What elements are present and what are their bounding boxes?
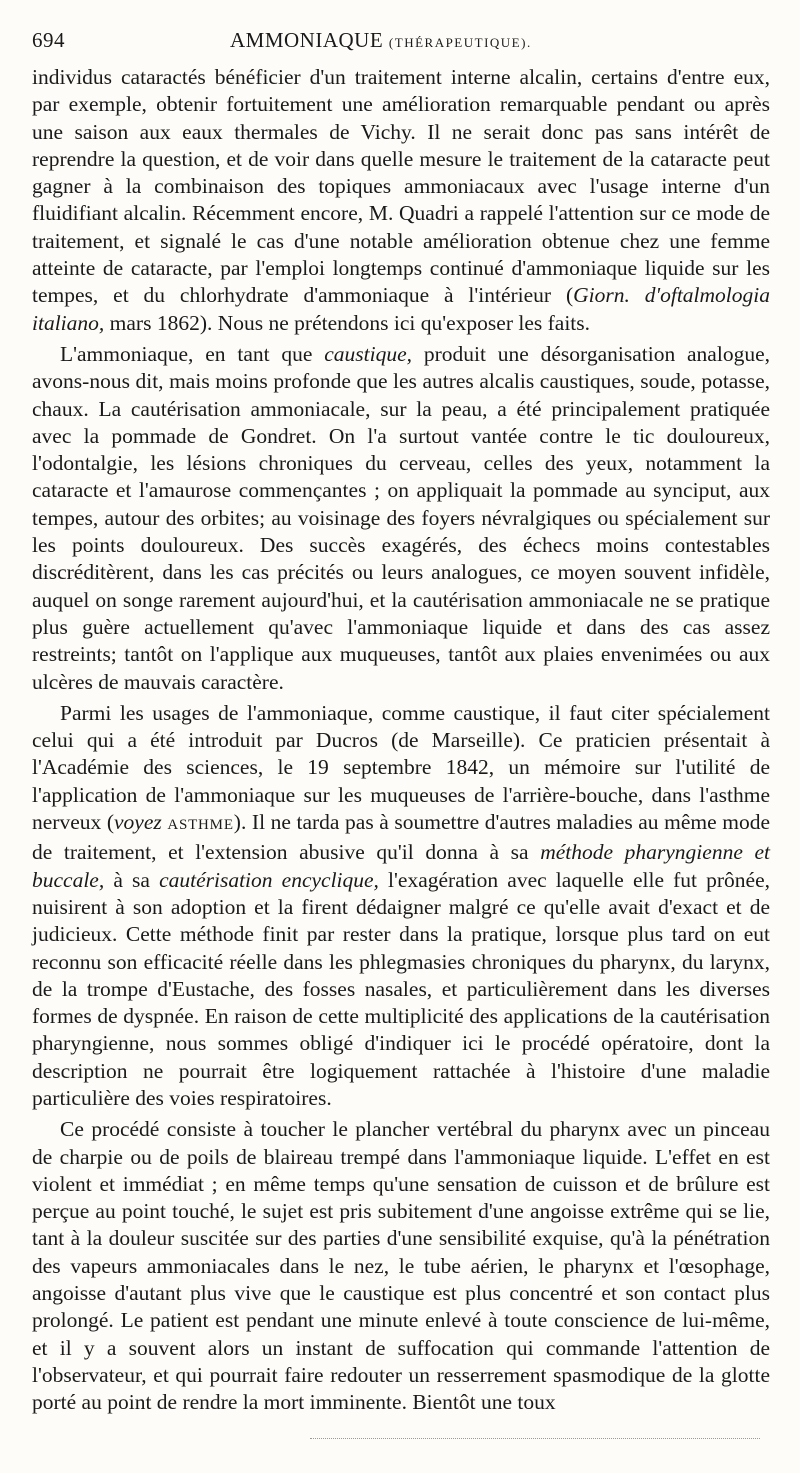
paragraph-3-text-3: à sa [104, 867, 160, 892]
page-number: 694 [32, 28, 65, 52]
paragraph-1 [32, 64, 770, 337]
term-cauterisation-encyclique: cautérisation encyclique, [159, 867, 379, 892]
paragraph-1-text-end: mars 1862). Nous ne prétendons ici qu'exposer les faits. [104, 310, 591, 335]
term-caustique: caustique, [324, 341, 413, 366]
cross-ref-asthme: ASTHME [167, 817, 234, 834]
body-text [32, 64, 770, 1417]
running-title-subtitle: (THÉRAPEUTIQUE). [388, 35, 532, 50]
running-title-main: AMMONIAQUE [230, 28, 384, 52]
paragraph-4 [32, 1116, 770, 1416]
cross-ref-voyez: voyez [113, 810, 162, 835]
paragraph-4-text: Ce procédé consiste à toucher le plancher vertébral du pharynx avec un pinceau de charpie ou de poils de blaireau trempé dans l'ammoniaque liquide. L'effet en est violent et immédiat ; en même temps qu'une sensation de cuisson et de brûlure est perçue au point touché, le sujet est pris subitement d'une angoisse extrême qui se lie, tant à la douleur suscitée sur des parties d'une sensibilité exquise, qu'à la pénétration des vapeurs ammoniacales dans le nez, le tube aérien, le pharynx et l'œsophage, angoisse d'autant plus vive que le caustique est plus concentré et son contact plus prolongé. Le patient est pendant une minute enlevé à toute conscience de lui-même, et il y a souvent alors un instant de suffocation qui commande l'attention de l'observateur, et qui pourrait faire redouter un resserrement spasmodique de la glotte porté au point de rendre la mort imminente. Bientôt une toux [32, 1117, 770, 1415]
term-methode-pharyngienne: méthode pharyngienne et buccale, [32, 840, 771, 892]
paragraph-2-text: L'ammoniaque, en tant que [60, 341, 325, 366]
paragraph-3-text-2: ). Il ne tarda pas à soumettre d'autres maladies au même mode de traitement, et l'extension abusive qu'il donna à sa [32, 810, 770, 865]
running-title [230, 28, 532, 53]
running-head [32, 28, 770, 62]
paragraph-2-text-end: produit une désorganisation analogue, avons-nous dit, mais moins profonde que les autres alcalis caustiques, soude, potasse, chaux. La cautérisation ammoniacale, sur la peau, a été principalement pratiquée avec la pommade de Gondret. On l'a surtout vantée contre le tic douloureux, l'odontalgie, les lésions chroniques du cerveau, celles des yeux, notamment la cataracte et l'amaurose commençantes ; on appliquait la pommade au synciput, aux tempes, autour des orbites; au voisinage des foyers névralgiques ou spécialement sur les points douloureux. Des succès exagérés, des échecs moins contestables discréditèrent, dans les cas précités ou leurs analogues, ce moyen souvent infidèle, auquel on songe rarement aujourd'hui, et la cautérisation ammoniacale ne se pratique plus guère actuellement qu'avec l'ammoniaque liquide et dans des cas assez restreints; tantôt on l'applique aux muqueuses, tantôt aux plaies envenimées ou aux ulcères de mauvais caractère. [32, 341, 770, 694]
paragraph-2 [32, 341, 770, 696]
paragraph-1-text: individus cataractés bénéficier d'un traitement interne alcalin, certains d'entre eux, par exemple, obtenir fortuitement une amélioration remarquable pendant ou après une saison aux eaux thermales de Vichy. Il ne serait donc pas sans intérêt de reprendre la question, et de voir dans quelle mesure le traitement de la cataracte peut gagner à la combinaison des topiques ammoniacaux avec l'usage interne d'un fluidifiant alcalin. Récemment encore, M. Quadri a rappelé l'attention sur ce mode de traitement, et signalé le cas d'une notable amélioration obtenue chez une femme atteinte de cataracte, par l'emploi longtemps continué d'ammoniaque liquide sur les tempes, et du chlorhydrate d'ammoniaque à l'intérieur ( [32, 65, 770, 308]
citation-journal: Giorn. d'oftalmologia italiano, [32, 283, 771, 335]
paragraph-3 [32, 700, 770, 1112]
bottom-rule [310, 1438, 760, 1439]
paragraph-3-text: Parmi les usages de l'ammoniaque, comme caustique, il faut citer spécialement celui qui a été introduit par Ducros (de Marseille). Ce praticien présentait à l'Académie des sciences, le 19 septembre 1842, un mémoire sur l'utilité de l'application de l'ammoniaque sur les muqueuses de l'arrière-bouche, dans l'asthme nerveux ( [32, 700, 770, 835]
paragraph-3-text-4: l'exagération avec laquelle elle fut prônée, nuisirent à son adoption et la firent dédaigner malgré ce qu'elle avait d'exact et de judicieux. Cette méthode finit par rester dans la pratique, lorsque plus tard on eut reconnu son efficacité réelle dans les phlegmasies chroniques du pharynx, du larynx, de la trompe d'Eustache, des fosses nasales, et particulièrement dans les diverses formes de dyspnée. En raison de cette multiplicité des applications de la cautérisation pharyngienne, nous sommes obligé d'indiquer ici le procédé opératoire, dont la description ne pourrait être logiquement rattachée à l'histoire d'une maladie particulière des voies respiratoires. [32, 867, 771, 1110]
